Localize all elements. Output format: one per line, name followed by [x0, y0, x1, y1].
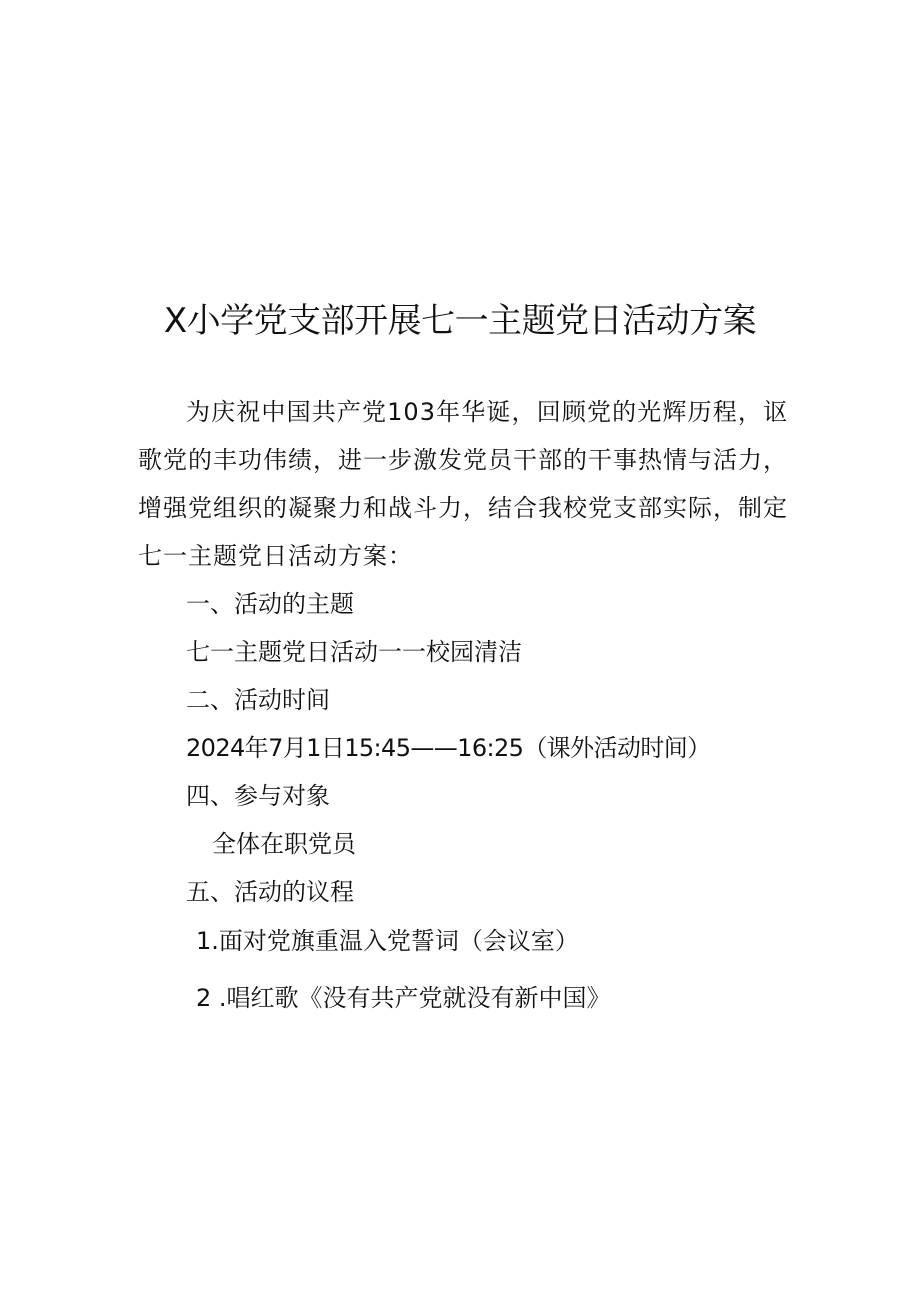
section1-heading: 一、活动的主题	[186, 590, 354, 618]
section5-heading: 五、活动的议程	[186, 878, 354, 906]
document-title: X小学党支部开展七一主题党日活动方案	[163, 301, 757, 341]
section4-content: 全体在职党员	[212, 830, 356, 858]
section1-content: 七一主题党日活动一一校园清洁	[186, 638, 522, 666]
agenda-item-2: 2 .唱红歌《没有共产党就没有新中国》	[196, 984, 611, 1012]
section2-heading: 二、活动时间	[186, 686, 330, 714]
agenda-item-1: 1.面对党旗重温入党誓词（会议室）	[196, 927, 579, 955]
intro-paragraph: 为庆祝中国共产党103年华诞，回顾党的光辉历程，讴歌党的丰功伟绩，进一步激发党员干部的干事热情与活力，增强党组织的凝聚力和战斗力，结合我校党支部实际，制定七一主题党日活动方案：	[138, 398, 788, 570]
section4-heading: 四、参与对象	[186, 782, 330, 810]
section2-content: 2024年7月1日15:45——16:25（课外活动时间）	[186, 734, 711, 762]
